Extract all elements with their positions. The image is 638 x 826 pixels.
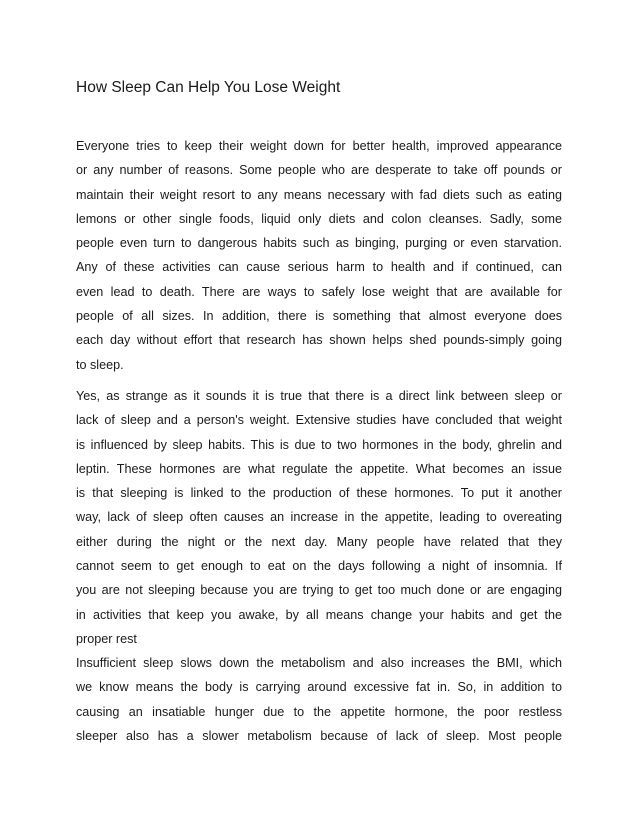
- paragraph-line: causing an insatiable hunger due to the appetite hormone, the poor restless: [76, 704, 562, 719]
- paragraph-line: Yes, as strange as it sounds it is true that there is a direct link between sleep or: [76, 389, 562, 403]
- paragraph-line: either during the night or the next day. Many people have related that they: [76, 534, 562, 549]
- paragraph-line: in activities that keep you awake, by all means change your habits and get the: [76, 607, 562, 622]
- paragraph-line: Everyone tries to keep their weight down for better health, improved appearance: [76, 139, 562, 153]
- paragraph-line: we know means the body is carrying around excessive fat in. So, in addition to: [76, 680, 562, 695]
- paragraph-line: you are not sleeping because you are trying to get too much done or are engaging: [76, 583, 562, 598]
- paragraph-line: lack of sleep and a person's weight. Extensive studies have concluded that weight: [76, 413, 562, 428]
- paragraph-line: maintain their weight resort to any means necessary with fad diets such as eating: [76, 187, 562, 202]
- paragraph-line: lemons or other single foods, liquid only diets and colon cleanses. Sadly, some: [76, 211, 562, 226]
- paragraph-line: is that sleeping is linked to the production of these hormones. To put it another: [76, 486, 562, 501]
- paragraph-line: is influenced by sleep habits. This is due to two hormones in the body, ghrelin and: [76, 437, 562, 452]
- paragraph-line: people even turn to dangerous habits such as binging, purging or even starvation.: [76, 236, 562, 251]
- paragraph-line: sleeper also has a slower metabolism because of lack of sleep. Most people: [76, 728, 562, 743]
- paragraph-line: each day without effort that research has shown helps shed pounds-simply going: [76, 333, 562, 348]
- document-title: How Sleep Can Help You Lose Weight: [76, 79, 341, 96]
- paragraph-line: even lead to death. There are ways to safely lose weight that are available for: [76, 284, 562, 299]
- paragraph-line: to sleep.: [76, 357, 124, 372]
- paragraph-line: Any of these activities can cause serious harm to health and if continued, can: [76, 260, 562, 275]
- paragraph-1: [76, 134, 562, 377]
- paragraph-line: cannot seem to get enough to eat on the days following a night of insomnia. If: [76, 559, 562, 574]
- paragraph-line: or any number of reasons. Some people who are desperate to take off pounds or: [76, 163, 562, 178]
- paragraph-line: Insufficient sleep slows down the metabolism and also increases the BMI, which: [76, 656, 562, 670]
- paragraph-line: way, lack of sleep often causes an increase in the appetite, leading to overeating: [76, 510, 562, 525]
- paragraph-3: [76, 651, 562, 748]
- paragraph-line: proper rest: [76, 631, 137, 646]
- paragraph-2: [76, 384, 562, 651]
- paragraph-line: people of all sizes. In addition, there is something that almost everyone does: [76, 309, 562, 324]
- paragraph-line: leptin. These hormones are what regulate the appetite. What becomes an issue: [76, 461, 562, 476]
